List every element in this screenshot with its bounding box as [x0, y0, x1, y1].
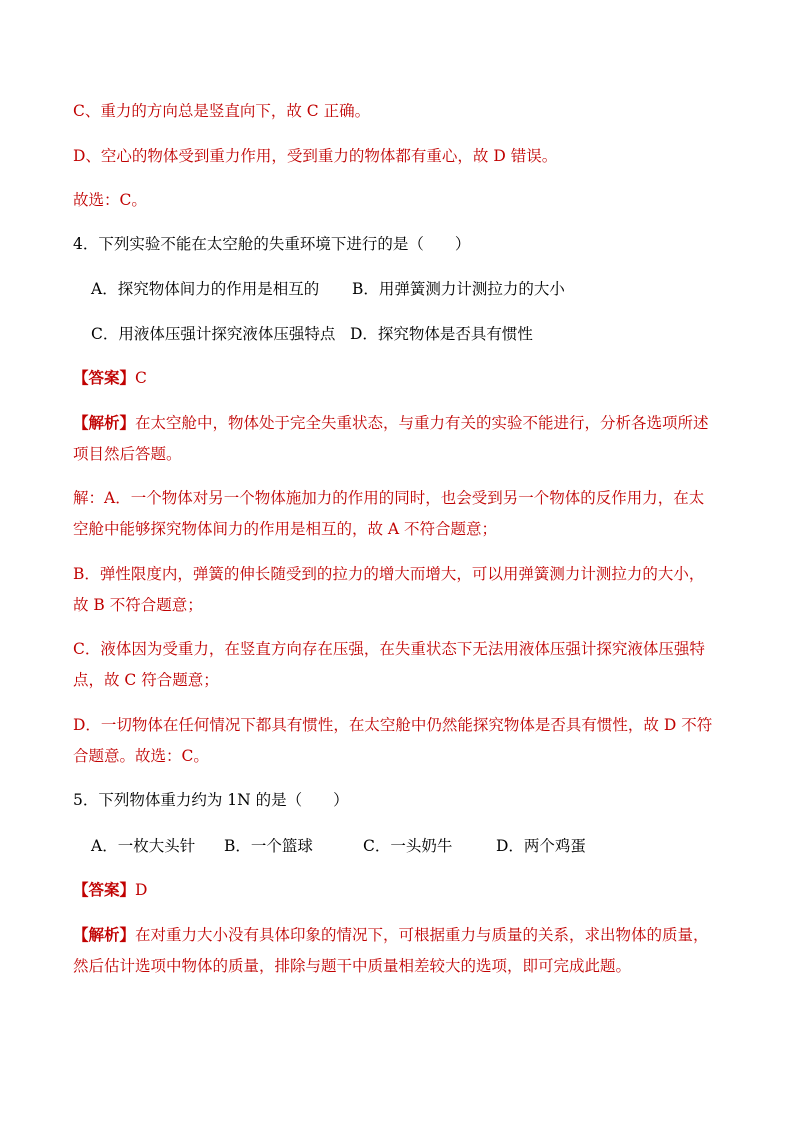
question-4-option-a: A．探究物体间力的作用是相互的: [91, 280, 320, 298]
analysis-text: 在太空舱中，物体处于完全失重状态，与重力有关的实验不能进行，分析各选项所述: [135, 414, 709, 432]
prev-explanation-d: D、空心的物体受到重力作用，受到重力的物体都有重心，故 D 错误。: [73, 147, 558, 165]
prev-explanation-c: C、重力的方向总是竖直向下，故 C 正确。: [73, 102, 371, 120]
question-4-answer: [73, 368, 147, 388]
question-4-option-d: D．探究物体是否具有惯性: [350, 325, 533, 343]
question-4-option-b: B．用弹簧测力计测拉力的大小: [352, 280, 565, 298]
question-4-analysis-line1: [73, 413, 709, 433]
prev-choice: 故选：C。: [73, 191, 147, 209]
question-4-stem: 4．下列实验不能在太空舱的失重环境下进行的是（ ）: [73, 235, 471, 253]
question-4-solution-a2: 空舱中能够探究物体间力的作用是相互的，故 A 不符合题意；: [73, 520, 498, 538]
answer-label: 【答案】: [73, 880, 136, 899]
question-4-solution-b2: 故 B 不符合题意；: [73, 596, 203, 614]
analysis-label: 【解析】: [73, 413, 136, 432]
question-4-solution-a1: 解：A．一个物体对另一个物体施加力的作用的同时，也会受到另一个物体的反作用力，在太: [73, 489, 705, 507]
question-4-solution-d2: 合题意。故选：C。: [73, 747, 209, 765]
question-4-solution-b1: B．弹性限度内，弹簧的伸长随受到的拉力的增大而增大，可以用弹簧测力计测拉力的大小，: [73, 565, 705, 583]
question-5-analysis-line2: 然后估计选项中物体的质量，排除与题干中质量相差较大的选项，即可完成此题。: [73, 957, 632, 975]
question-4-option-c: C．用液体压强计探究液体压强特点: [91, 325, 336, 343]
answer-value: D: [135, 881, 148, 899]
answer-label: 【答案】: [73, 368, 136, 387]
analysis-label: 【解析】: [73, 925, 136, 944]
question-5-answer: [73, 880, 147, 900]
question-4-solution-c2: 点，故 C 符合题意；: [73, 671, 219, 689]
question-5-option-b: B．一个篮球: [224, 837, 313, 855]
question-4-solution-c1: C．液体因为受重力，在竖直方向存在压强，在失重状态下无法用液体压强计探究液体压强特: [73, 640, 705, 658]
question-4-solution-d1: D．一切物体在任何情况下都具有惯性，在太空舱中仍然能探究物体是否具有惯性，故 D 不符: [73, 716, 713, 734]
question-5-analysis-line1: [73, 925, 709, 945]
question-5-option-d: D．两个鸡蛋: [496, 837, 586, 855]
analysis-text: 在对重力大小没有具体印象的情况下，可根据重力与质量的关系，求出物体的质量，: [135, 926, 709, 944]
answer-value: C: [135, 369, 147, 387]
question-5-option-c: C．一头奶牛: [363, 837, 453, 855]
question-5-stem: 5．下列物体重力约为 1N 的是（ ）: [73, 791, 349, 809]
question-5-option-a: A．一枚大头针: [91, 837, 196, 855]
question-4-analysis-line2: 项目然后答题。: [73, 445, 182, 463]
